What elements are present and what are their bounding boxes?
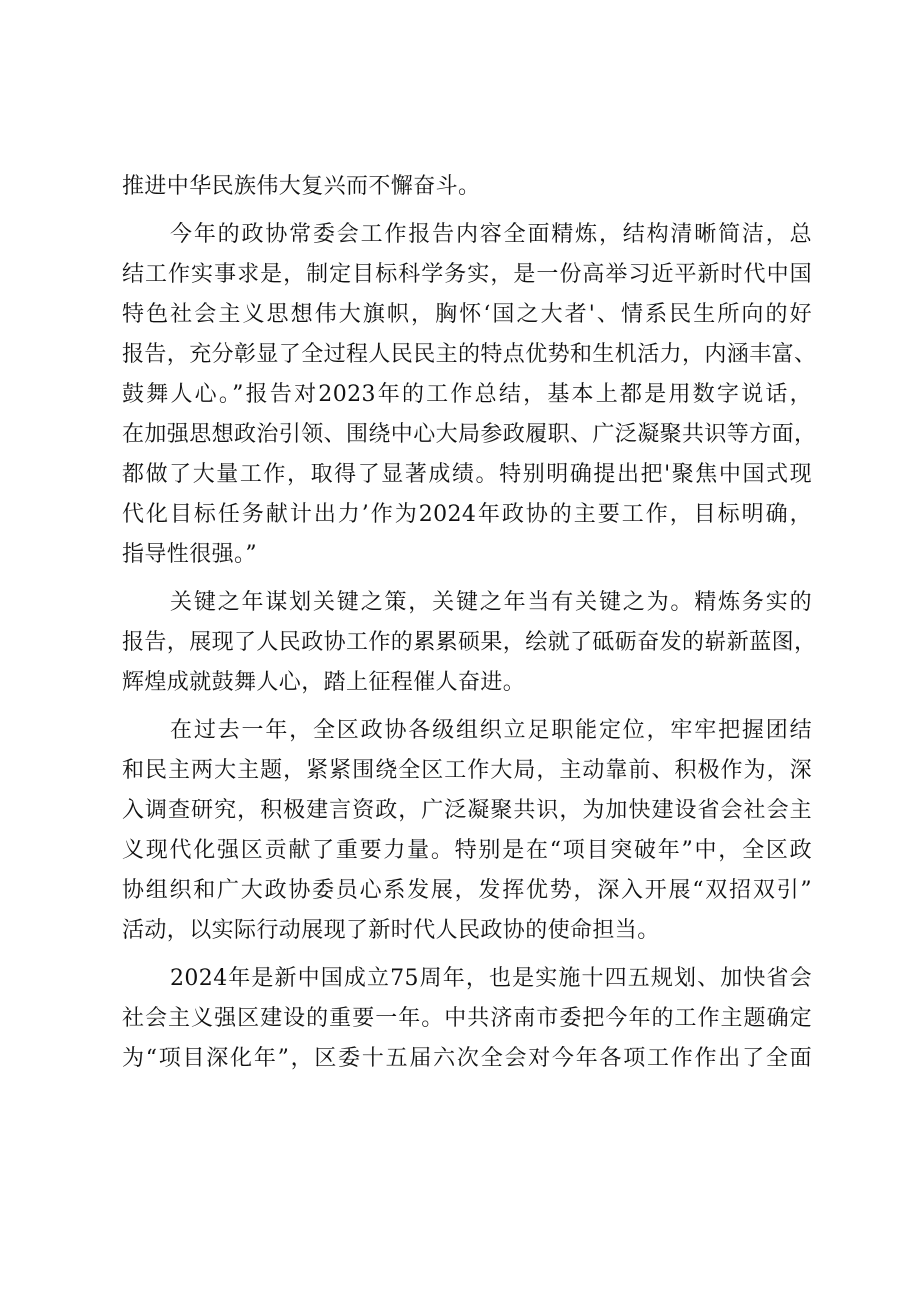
paragraph [122, 583, 817, 703]
text-line: 推进中华民族伟大复兴而不懈奋斗。 [122, 174, 481, 199]
document-body [122, 167, 817, 1087]
text-line: 鼓舞人心。”报告对2023年的工作总结，基本上都是用数字说话， [122, 382, 812, 407]
text-line: 和民主两大主题，紧紧围绕全区工作大局，主动靠前、积极作为，深 [122, 758, 812, 783]
text-line: 入调查研究，积极建言资政，广泛凝聚共识，为加快建设省会社会主 [122, 798, 812, 823]
text-line: 报告，充分彰显了全过程人民民主的特点优势和生机活力，内涵丰富、 [122, 342, 817, 367]
text-line: 在过去一年，全区政协各级组织立足职能定位，牢牢把握团结 [170, 718, 812, 743]
text-line: 在加强思想政治引领、围绕中心大局参政履职、广泛凝聚共识等方面， [122, 422, 817, 447]
text-line: 活动，以实际行动展现了新时代人民政协的使命担当。 [122, 918, 660, 943]
text-line: 2024年是新中国成立75周年，也是实施十四五规划、加快省会 [170, 966, 812, 991]
paragraph [122, 215, 817, 575]
text-line: 社会主义强区建设的重要一年。中共济南市委把今年的工作主题确定 [122, 1006, 812, 1031]
text-line: 指导性很强。” [122, 542, 258, 567]
text-line: 为“项目深化年”，区委十五届六次全会对今年各项工作作出了全面 [122, 1046, 812, 1071]
text-line: 协组织和广大政协委员心系发展，发挥优势，深入开展“双招双引” [122, 878, 812, 903]
paragraph [122, 959, 812, 1079]
text-line: 代化目标任务献计出力’作为2024年政协的主要工作，目标明确， [122, 502, 812, 527]
text-line: 义现代化强区贡献了重要力量。特别是在“项目突破年”中，全区政 [122, 838, 812, 863]
text-line: 都做了大量工作，取得了显著成绩。特别明确提出把'聚焦中国式现 [122, 462, 812, 487]
text-line: 特色社会主义思想伟大旗帜，胸怀‘国之大者'、情系民生所向的好 [122, 302, 812, 327]
text-line: 关键之年谋划关键之策，关键之年当有关键之为。精炼务实的 [170, 590, 812, 615]
text-line: 结工作实事求是，制定目标科学务实，是一份高举习近平新时代中国 [122, 262, 812, 287]
paragraph [122, 167, 812, 207]
text-line: 今年的政协常委会工作报告内容全面精炼，结构清晰简洁，总 [170, 222, 812, 247]
text-line: 报告，展现了人民政协工作的累累硕果，绘就了砥砺奋发的崭新蓝图， [122, 630, 817, 655]
paragraph [122, 711, 812, 951]
text-line: 辉煌成就鼓舞人心，踏上征程催人奋进。 [122, 670, 526, 695]
